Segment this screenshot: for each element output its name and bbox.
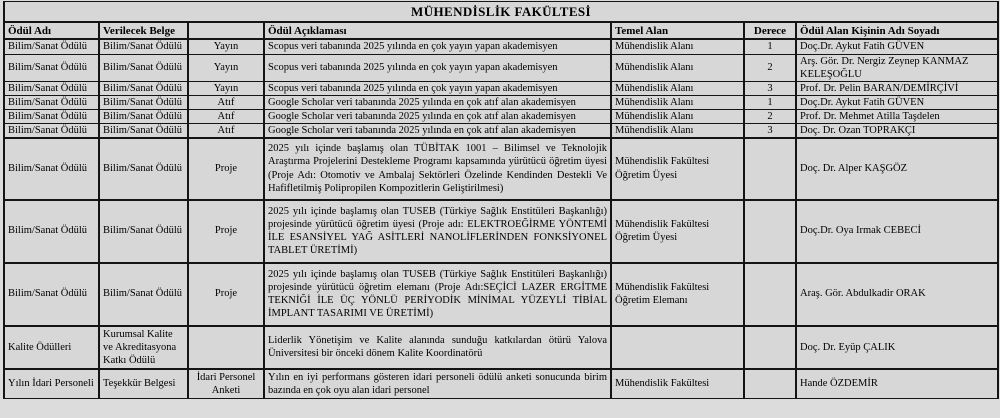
- table-row: [4, 81, 998, 95]
- table-cell-verilecek-belge: Bilim/Sanat Ödülü: [99, 263, 188, 326]
- table-cell-derece: 2: [744, 54, 796, 81]
- column-header-derece: Derece: [744, 22, 796, 39]
- table-cell-odul-adi: Bilim/Sanat Ödülü: [4, 95, 99, 109]
- table-row: [4, 263, 998, 326]
- table-cell-odul-adi: Bilim/Sanat Ödülü: [4, 138, 99, 200]
- table-cell-adi-soyadi: Prof. Dr. Pelin BARAN/DEMİRÇİVİ: [796, 81, 998, 95]
- table-cell-temel-alan: Mühendislik Alanı: [611, 109, 744, 123]
- table-cell-temel-alan: Mühendislik Fakültesi Öğretim Elemanı: [611, 263, 744, 326]
- table-cell-adi-soyadi: Doç. Dr. Eyüp ÇALIK: [796, 326, 998, 369]
- table-row: [4, 95, 998, 109]
- table-cell-odul-aciklamasi: Yılın en iyi performans gösteren idari personeli ödülü anketi sonucunda birim bazında en çok oyu alan idari personel: [264, 369, 611, 399]
- table-cell-odul-aciklamasi: 2025 yılı içinde başlamış olan TÜBİTAK 1001 – Bilimsel ve Teknolojik Araştırma Projelerini Destekleme Programı kapsamında yürütücü öğretim üyesi (Proje Adı: Otomotiv ve Ambalaj Sektörleri Özelinde Kendinden Destekli Ve Hafifletilmiş Polipropilen Kompozitlerin Geliştirilmesi): [264, 138, 611, 200]
- table-cell-derece: 1: [744, 95, 796, 109]
- table-cell-odul-aciklamasi: Scopus veri tabanında 2025 yılında en çok yayın yapan akademisyen: [264, 81, 611, 95]
- table-cell-odul-adi: Kalite Ödülleri: [4, 326, 99, 369]
- table-cell-odul-adi: Bilim/Sanat Ödülü: [4, 263, 99, 326]
- table-cell-tur: İdari Personel Anketi: [188, 369, 264, 399]
- table-cell-adi-soyadi: Doç. Dr. Ozan TOPRAKÇI: [796, 123, 998, 138]
- table-cell-temel-alan: Mühendislik Alanı: [611, 54, 744, 81]
- table-cell-tur: Yayın: [188, 54, 264, 81]
- table-cell-adi-soyadi: Doç.Dr. Aykut Fatih GÜVEN: [796, 95, 998, 109]
- column-header-odul-aciklamasi: Ödül Açıklaması: [264, 22, 611, 39]
- table-cell-tur: Atıf: [188, 95, 264, 109]
- table-cell-odul-aciklamasi: Google Scholar veri tabanında 2025 yılında en çok atıf alan akademisyen: [264, 109, 611, 123]
- table-cell-temel-alan: Mühendislik Fakültesi Öğretim Üyesi: [611, 200, 744, 263]
- table-cell-adi-soyadi: Araş. Gör. Abdulkadir ORAK: [796, 263, 998, 326]
- table-cell-odul-adi: Bilim/Sanat Ödülü: [4, 81, 99, 95]
- title-row: [4, 2, 998, 23]
- table-row: [4, 369, 998, 399]
- table-cell-tur: Yayın: [188, 81, 264, 95]
- table-cell-derece: 2: [744, 109, 796, 123]
- table-cell-derece: 1: [744, 39, 796, 54]
- table-cell-odul-aciklamasi: 2025 yılı içinde başlamış olan TUSEB (Türkiye Sağlık Enstitüleri Başkanlığı) projesinde yürütücü öğretim üyesi (Proje adı: ELEKTROEĞİRME YÖNTEMİ İLE ESANSİYEL YAĞ ASİTLERİ NANOLİFLERİNDEN FONKSİYONEL TABLET ÜRETİMİ): [264, 200, 611, 263]
- table-cell-verilecek-belge: Teşekkür Belgesi: [99, 369, 188, 399]
- table-cell-tur: Atıf: [188, 123, 264, 138]
- faculty-title: MÜHENDİSLİK FAKÜLTESİ: [4, 2, 998, 23]
- table-cell-verilecek-belge: Bilim/Sanat Ödülü: [99, 138, 188, 200]
- column-header-odul-adi: Ödül Adı: [4, 22, 99, 39]
- table-cell-derece: [744, 200, 796, 263]
- table-row: [4, 109, 998, 123]
- table-cell-odul-aciklamasi: 2025 yılı içinde başlamış olan TUSEB (Türkiye Sağlık Enstitüleri Başkanlığı) projesinde yürütücü öğretim elemanı (Proje Adı:SEÇİCİ LAZER ERGİTME TEKNİĞİ İLE ÜÇ YÖNLÜ PERİYODİK MİNİMAL YÜZEYLİ TİBİAL İMPLANT TASARIMI VE ÜRETİMİ): [264, 263, 611, 326]
- table-cell-derece: [744, 263, 796, 326]
- table-cell-verilecek-belge: Kurumsal Kalite ve Akreditasyona Katkı Ödülü: [99, 326, 188, 369]
- table-cell-verilecek-belge: Bilim/Sanat Ödülü: [99, 81, 188, 95]
- table-cell-odul-aciklamasi: Liderlik Yönetişim ve Kalite alanında sunduğu katkılardan ötürü Yalova Üniversitesi bir önceki dönem Kalite Koordinatörü: [264, 326, 611, 369]
- table-cell-derece: 3: [744, 123, 796, 138]
- table-cell-verilecek-belge: Bilim/Sanat Ödülü: [99, 39, 188, 54]
- table-row: [4, 54, 998, 81]
- column-header-temel-alan: Temel Alan: [611, 22, 744, 39]
- table-row: [4, 200, 998, 263]
- table-cell-verilecek-belge: Bilim/Sanat Ödülü: [99, 200, 188, 263]
- table-cell-tur: Yayın: [188, 39, 264, 54]
- table-cell-temel-alan: Mühendislik Alanı: [611, 81, 744, 95]
- table-cell-tur: Atıf: [188, 109, 264, 123]
- table-cell-tur: Proje: [188, 138, 264, 200]
- table-cell-verilecek-belge: Bilim/Sanat Ödülü: [99, 54, 188, 81]
- table-cell-odul-adi: Bilim/Sanat Ödülü: [4, 54, 99, 81]
- table-cell-adi-soyadi: Hande ÖZDEMİR: [796, 369, 998, 399]
- table-cell-temel-alan: [611, 326, 744, 369]
- table-cell-odul-adi: Bilim/Sanat Ödülü: [4, 123, 99, 138]
- table-cell-temel-alan: Mühendislik Fakültesi: [611, 369, 744, 399]
- table-cell-tur: Proje: [188, 263, 264, 326]
- header-row: [4, 22, 998, 39]
- table-cell-temel-alan: Mühendislik Alanı: [611, 95, 744, 109]
- table-cell-odul-adi: Bilim/Sanat Ödülü: [4, 200, 99, 263]
- table-row: [4, 138, 998, 200]
- table-row: [4, 326, 998, 369]
- table-row: [4, 123, 998, 138]
- table-cell-odul-aciklamasi: Google Scholar veri tabanında 2025 yılında en çok atıf alan akademisyen: [264, 123, 611, 138]
- table-cell-temel-alan: Mühendislik Alanı: [611, 39, 744, 54]
- awards-table: [3, 1, 999, 399]
- table-cell-derece: [744, 138, 796, 200]
- table-cell-odul-adi: Yılın İdari Personeli: [4, 369, 99, 399]
- table-row: [4, 39, 998, 54]
- table-cell-tur: [188, 326, 264, 369]
- table-cell-derece: [744, 326, 796, 369]
- table-cell-adi-soyadi: Doç. Dr. Alper KAŞGÖZ: [796, 138, 998, 200]
- table-cell-verilecek-belge: Bilim/Sanat Ödülü: [99, 109, 188, 123]
- table-cell-temel-alan: Mühendislik Alanı: [611, 123, 744, 138]
- awards-table-body: [4, 39, 998, 399]
- table-cell-odul-aciklamasi: Scopus veri tabanında 2025 yılında en çok yayın yapan akademisyen: [264, 54, 611, 81]
- table-cell-derece: 3: [744, 81, 796, 95]
- table-cell-verilecek-belge: Bilim/Sanat Ödülü: [99, 95, 188, 109]
- table-cell-adi-soyadi: Arş. Gör. Dr. Nergiz Zeynep KANMAZ KELEŞOĞLU: [796, 54, 998, 81]
- column-header-adi-soyadi: Ödül Alan Kişinin Adı Soyadı: [796, 22, 998, 39]
- table-cell-tur: Proje: [188, 200, 264, 263]
- table-cell-odul-aciklamasi: Scopus veri tabanında 2025 yılında en çok yayın yapan akademisyen: [264, 39, 611, 54]
- table-cell-derece: [744, 369, 796, 399]
- table-cell-temel-alan: Mühendislik Fakültesi Öğretim Üyesi: [611, 138, 744, 200]
- table-cell-verilecek-belge: Bilim/Sanat Ödülü: [99, 123, 188, 138]
- table-cell-odul-aciklamasi: Google Scholar veri tabanında 2025 yılında en çok atıf alan akademisyen: [264, 95, 611, 109]
- column-header-verilecek-belge: Verilecek Belge: [99, 22, 188, 39]
- table-cell-adi-soyadi: Prof. Dr. Mehmet Atilla Taşdelen: [796, 109, 998, 123]
- table-cell-odul-adi: Bilim/Sanat Ödülü: [4, 109, 99, 123]
- table-cell-odul-adi: Bilim/Sanat Ödülü: [4, 39, 99, 54]
- table-cell-adi-soyadi: Doç.Dr. Oya Irmak CEBECİ: [796, 200, 998, 263]
- table-cell-adi-soyadi: Doç.Dr. Aykut Fatih GÜVEN: [796, 39, 998, 54]
- column-header-tur: [188, 22, 264, 39]
